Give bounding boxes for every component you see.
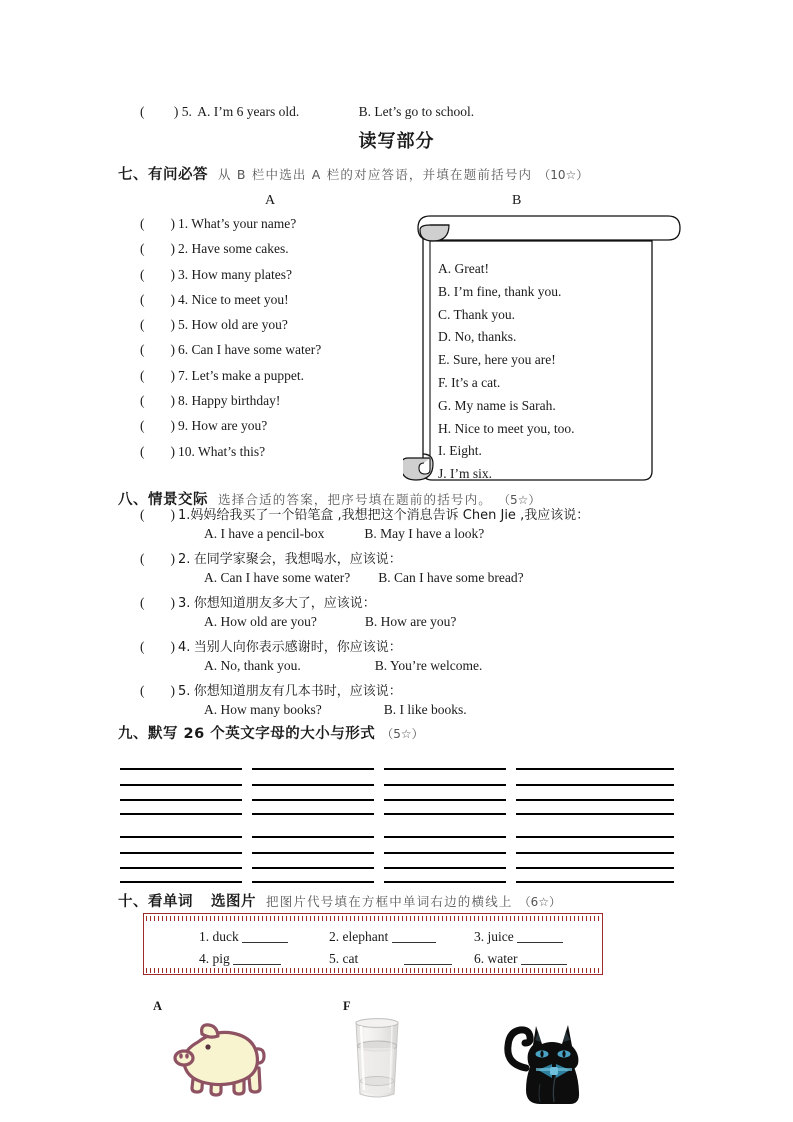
section-eight-points: （5☆） bbox=[498, 493, 541, 507]
list-item[interactable] bbox=[140, 241, 321, 266]
answer-blank[interactable] bbox=[392, 930, 436, 943]
answer-option[interactable]: B. I’m fine, thank you. bbox=[438, 283, 562, 299]
word-entry[interactable] bbox=[199, 929, 288, 945]
answer-option[interactable]: J. I’m six. bbox=[438, 466, 492, 482]
answer-option[interactable]: E. Sure, here you are! bbox=[438, 352, 556, 368]
answer-option[interactable]: F. It’s a cat. bbox=[438, 374, 501, 390]
list-item-label: 9. How are you? bbox=[178, 418, 268, 434]
section-eight-number: 八、情景交际 bbox=[118, 492, 208, 508]
list-item[interactable] bbox=[140, 317, 321, 342]
answer-bracket[interactable]: ( ) bbox=[140, 595, 175, 610]
picture-label-a: A bbox=[153, 999, 163, 1013]
section-ten-points: （6☆） bbox=[518, 895, 562, 909]
list-item-label: 10. What’s this? bbox=[178, 443, 266, 459]
answer-bracket[interactable]: ( ) bbox=[140, 241, 175, 257]
option-a[interactable]: A. How many books? bbox=[204, 701, 322, 717]
list-item[interactable] bbox=[140, 368, 321, 393]
option-b[interactable]: B. Can I have some bread? bbox=[378, 569, 524, 585]
word-text: duck bbox=[212, 929, 239, 944]
answer-bracket[interactable]: ( ) bbox=[140, 683, 175, 698]
option-a[interactable]: A. I have a pencil-box bbox=[204, 525, 325, 541]
list-item[interactable] bbox=[140, 267, 321, 292]
list-item-label: 5. How old are you? bbox=[178, 317, 288, 333]
four-line-stave[interactable] bbox=[516, 768, 674, 816]
list-item-label: 8. Happy birthday! bbox=[178, 393, 281, 409]
four-line-stave[interactable] bbox=[120, 768, 242, 816]
answer-bracket[interactable]: ( ) bbox=[140, 342, 175, 358]
option-b[interactable]: B. Let’s go to school. bbox=[358, 104, 475, 119]
option-b[interactable]: B. How are you? bbox=[364, 613, 457, 629]
stave-row bbox=[120, 836, 675, 884]
section-eight-instruction: 选择合适的答案，把序号填在题前的括号内。 bbox=[218, 492, 493, 507]
word-text: water bbox=[487, 951, 518, 966]
option-row bbox=[140, 526, 589, 549]
four-line-stave[interactable] bbox=[252, 836, 374, 884]
option-a[interactable]: A. No, thank you. bbox=[204, 657, 301, 673]
answer-blank[interactable] bbox=[242, 930, 288, 943]
list-item-label: 7. Let’s make a puppet. bbox=[178, 367, 304, 383]
option-row bbox=[140, 702, 589, 725]
answer-bracket[interactable] bbox=[140, 104, 182, 119]
list-item[interactable] bbox=[140, 393, 321, 418]
stave-row bbox=[120, 768, 675, 816]
answer-blank[interactable] bbox=[521, 952, 567, 965]
option-row bbox=[140, 570, 589, 593]
question-row[interactable] bbox=[140, 680, 589, 702]
word-entry[interactable] bbox=[474, 929, 563, 945]
option-b[interactable]: B. May I have a look? bbox=[364, 525, 485, 541]
reading-writing-heading: 读写部分 bbox=[358, 131, 435, 152]
bracket-close: ) bbox=[173, 104, 179, 119]
answer-bracket[interactable]: ( ) bbox=[140, 367, 175, 383]
word-number: 3. bbox=[474, 929, 485, 944]
list-item[interactable] bbox=[140, 418, 321, 443]
question-stem: 你想知道朋友有几本书时，应该说： bbox=[193, 684, 402, 699]
question-stem: 你想知道朋友多大了，应该说： bbox=[193, 596, 376, 611]
four-line-stave[interactable] bbox=[384, 768, 506, 816]
word-number: 6. bbox=[474, 951, 485, 966]
section-seven-header bbox=[118, 163, 588, 184]
picture-label-f: F bbox=[343, 999, 351, 1013]
column-b-caption: B bbox=[512, 193, 522, 208]
question-number: 4. bbox=[178, 640, 191, 655]
answer-option[interactable]: C. Thank you. bbox=[438, 306, 515, 322]
answer-bracket[interactable]: ( ) bbox=[140, 266, 175, 282]
four-line-stave[interactable] bbox=[516, 836, 674, 884]
column-a-caption: A bbox=[265, 193, 276, 208]
section-ten-number-2: 选图片 bbox=[211, 894, 256, 910]
question-row[interactable] bbox=[140, 636, 589, 658]
option-a[interactable]: A. How old are you? bbox=[204, 613, 317, 629]
answer-bracket[interactable]: ( ) bbox=[140, 639, 175, 654]
handwriting-staves bbox=[120, 768, 675, 884]
option-b[interactable]: B. You’re welcome. bbox=[374, 657, 483, 673]
option-a[interactable]: A. I’m 6 years old. bbox=[197, 104, 300, 119]
word-text: elephant bbox=[342, 929, 389, 944]
option-a[interactable]: A. Can I have some water? bbox=[204, 569, 351, 585]
leftover-question-5 bbox=[140, 105, 474, 119]
list-item-label: 1. What’s your name? bbox=[178, 216, 297, 231]
section-seven-number: 七、有问必答 bbox=[118, 167, 208, 183]
word-number: 1. bbox=[199, 929, 210, 944]
answer-blank[interactable] bbox=[404, 952, 452, 965]
word-number: 2. bbox=[329, 929, 340, 944]
answer-bracket[interactable]: ( ) bbox=[140, 507, 175, 522]
word-entry[interactable] bbox=[474, 951, 567, 967]
list-item[interactable] bbox=[140, 342, 321, 367]
answer-bracket[interactable]: ( ) bbox=[140, 291, 175, 307]
section-ten-number: 十、看单词 bbox=[118, 894, 193, 910]
answer-option[interactable]: G. My name is Sarah. bbox=[438, 397, 556, 413]
option-row bbox=[140, 614, 589, 637]
word-entry[interactable] bbox=[329, 929, 436, 945]
black-cat-illustration bbox=[500, 1012, 596, 1114]
section-nine-number: 九、默写 26 个英文字母的大小与形式 bbox=[118, 726, 376, 742]
word-text: juice bbox=[487, 929, 514, 944]
section-seven-column-a-list bbox=[140, 216, 321, 469]
list-item-label: 2. Have some cakes. bbox=[178, 241, 289, 257]
answer-blank[interactable] bbox=[517, 930, 563, 943]
list-item[interactable] bbox=[140, 292, 321, 317]
question-stem: 在同学家聚会，我想喝水，应该说： bbox=[193, 552, 402, 567]
question-number: 5. bbox=[181, 104, 192, 119]
word-text: cat bbox=[342, 951, 359, 966]
answer-option[interactable]: H. Nice to meet you, too. bbox=[438, 420, 575, 436]
option-row bbox=[140, 658, 589, 681]
question-number: 2. bbox=[178, 552, 191, 567]
pig-illustration bbox=[168, 1022, 272, 1102]
box-bottom-tick-border bbox=[146, 968, 600, 973]
section-seven-column-b-list bbox=[438, 261, 574, 489]
answer-bracket[interactable]: ( ) bbox=[140, 317, 175, 333]
box-top-tick-border bbox=[146, 916, 600, 921]
question-row[interactable] bbox=[140, 548, 589, 570]
word-text: pig bbox=[212, 951, 230, 966]
question-stem: 当别人向你表示感谢时，你应该说： bbox=[193, 640, 402, 655]
word-number: 4. bbox=[199, 951, 210, 966]
answer-bracket[interactable]: ( ) bbox=[140, 216, 175, 231]
answer-bracket[interactable]: ( ) bbox=[140, 393, 175, 409]
list-item-label: 4. Nice to meet you! bbox=[178, 291, 289, 307]
option-b[interactable]: B. I like books. bbox=[383, 701, 467, 717]
section-ten-instruction: 把图片代号填在方框中单词右边的横线上 bbox=[266, 894, 513, 909]
word-entry[interactable] bbox=[329, 951, 452, 967]
question-number: 5. bbox=[178, 684, 191, 699]
section-seven-points: （10☆） bbox=[538, 168, 589, 182]
four-line-stave[interactable] bbox=[384, 836, 506, 884]
list-item[interactable] bbox=[140, 216, 321, 241]
word-list-box bbox=[143, 913, 603, 975]
answer-bracket[interactable]: ( ) bbox=[140, 443, 175, 459]
glass-of-water-photo bbox=[348, 1018, 406, 1102]
answer-option[interactable]: D. No, thanks. bbox=[438, 329, 517, 345]
bracket-open: ( bbox=[140, 104, 145, 119]
list-item-label: 6. Can I have some water? bbox=[178, 342, 322, 358]
question-number: 1. bbox=[178, 508, 191, 523]
word-entry[interactable] bbox=[199, 951, 281, 967]
section-ten-header bbox=[118, 890, 561, 911]
answer-scroll-graphic bbox=[403, 208, 693, 493]
four-line-stave[interactable] bbox=[252, 768, 374, 816]
list-item-label: 3. How many plates? bbox=[178, 266, 292, 282]
question-row[interactable] bbox=[140, 592, 589, 614]
word-number: 5. bbox=[329, 951, 340, 966]
section-seven-instruction: 从 B 栏中选出 A 栏的对应答语，并填在题前括号内 bbox=[218, 167, 533, 182]
section-nine-points: （5☆） bbox=[381, 727, 424, 741]
answer-bracket[interactable]: ( ) bbox=[140, 418, 175, 434]
question-row[interactable] bbox=[140, 504, 589, 526]
list-item[interactable] bbox=[140, 444, 321, 469]
answer-option[interactable]: I. Eight. bbox=[438, 443, 482, 459]
section-nine-header bbox=[118, 722, 424, 743]
question-number: 3. bbox=[178, 596, 191, 611]
answer-option[interactable]: A. Great! bbox=[438, 261, 489, 276]
section-eight-list bbox=[140, 504, 589, 724]
answer-bracket[interactable]: ( ) bbox=[140, 551, 175, 566]
four-line-stave[interactable] bbox=[120, 836, 242, 884]
answer-blank[interactable] bbox=[233, 952, 281, 965]
question-stem: 妈妈给我买了一个铅笔盒 ,我想把这个消息告诉 Chen Jie ,我应该说： bbox=[190, 508, 590, 523]
